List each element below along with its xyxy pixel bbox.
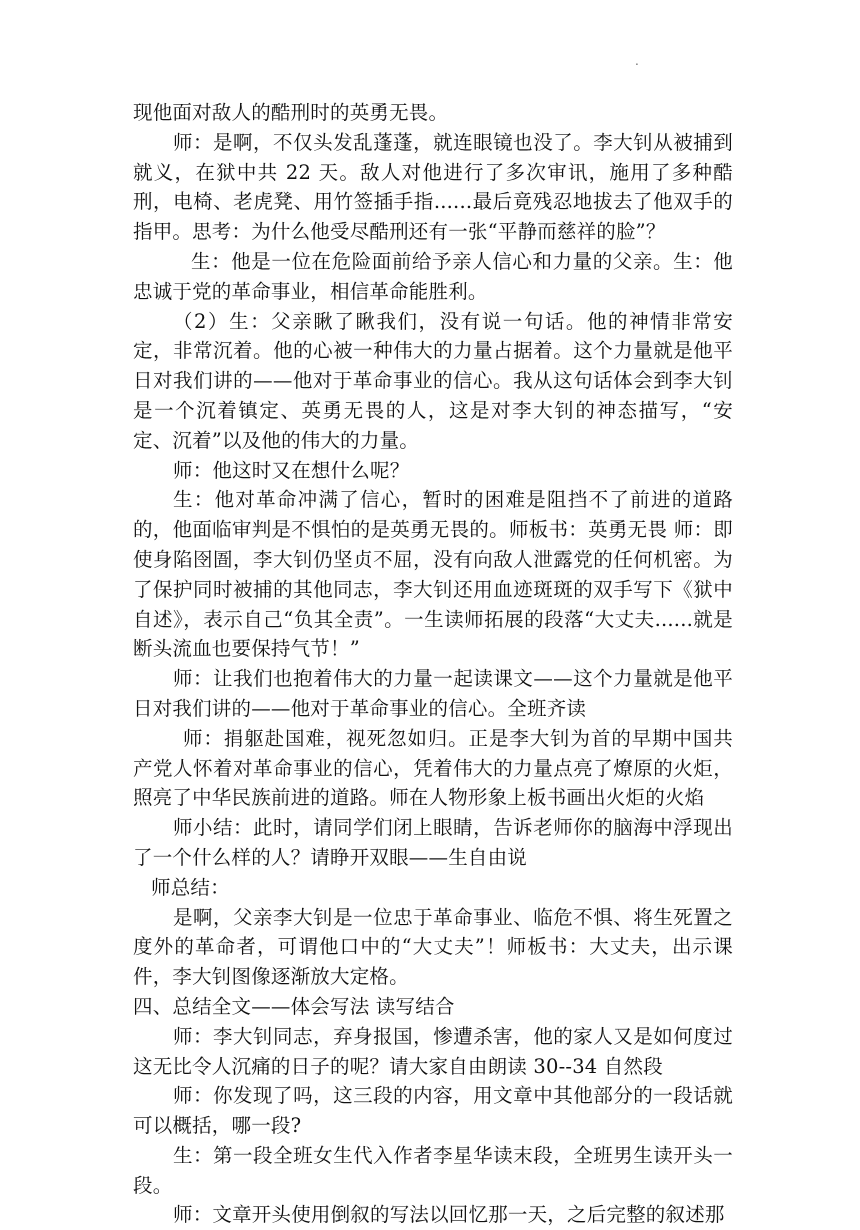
paragraph: 现他面对敌人的酷刑时的英勇无畏。 <box>133 101 449 124</box>
paragraph: 是啊，父亲李大钊是一位忠于革命事业、临危不惧、将生死置之度外的革命者，可谓他口中的“大丈夫”！师板书：大丈夫，出示课件，李大钊图像逐渐放大定格。 <box>133 905 733 989</box>
paragraph: 师：李大钊同志，弃身报国，惨遭杀害，他的家人又是如何度过这无比令人沉痛的日子的呢？请大家自由朗读 30--34 自然段 <box>133 1024 733 1078</box>
paragraph: 师：让我们也抱着伟大的力量一起读课文——这个力量就是他平日对我们讲的——他对于革命事业的信心。全班齐读 <box>133 667 733 720</box>
paragraph: 师小结：此时，请同学们闭上眼睛，告诉老师你的脑海中浮现出了一个什么样的人？请睁开双眼——生自由说 <box>133 816 733 869</box>
paragraph: 师：捐躯赴国难，视死忽如归。正是李大钊为首的早期中国共产党人怀着对革命事业的信心，凭着伟大的力量点亮了燎原的火炬，照亮了中华民族前进的道路。师在人物形象上板书画出火炬的火焰 <box>133 726 733 810</box>
paragraph: 生：他是一位在危险面前给予亲人信心和力量的父亲。生：他忠诚于党的革命事业，相信革命能胜利。 <box>133 249 733 303</box>
paragraph: 师：文章开头使用倒叙的写法以回忆那一天，之后完整的叙述那 <box>173 1203 725 1227</box>
paragraph: 师：他这时又在想什么呢？ <box>173 458 410 482</box>
paragraph: （2）生：父亲瞅了瞅我们，没有说一句话。他的神情非常安定，非常沉着。他的心被一种伟大的力量占据着。这个力量就是他平日对我们讲的——他对于革命事业的信心。我从这句话体会到李大钊是一个沉着镇定、英勇无畏的人，这是对李大钊的神态描写，“安定、沉着”以及他的伟大的力量。 <box>133 309 733 452</box>
paragraph: 师：是啊，不仅头发乱蓬蓬，就连眼镜也没了。李大钊从被捕到就义，在狱中共 22 天。敌人对他进行了多次审讯，施用了多种酷刑，电椅、老虎凳、用竹签插手指......最后竟残忍地拔去了他双手的指甲。思考：为什么他受尽酷刑还有一张“平静而慈祥的脸”？ <box>133 130 733 244</box>
paragraph: 师：你发现了吗，这三段的内容，用文章中其他部分的一段话就可以概括，哪一段? <box>133 1084 733 1138</box>
document-body <box>133 98 733 1230</box>
paragraph: 四、总结全文——体会写法 读写结合 <box>133 994 455 1018</box>
paragraph: 生：第一段全班女生代入作者李星华读末段，全班男生读开头一段。 <box>133 1143 733 1197</box>
paragraph: 生：他对革命冲满了信心，暂时的困难是阻挡不了前进的道路的，他面临审判是不惧怕的是英勇无畏的。师板书：英勇无畏 师：即使身陷囹圄，李大钊仍坚贞不屈，没有向敌人泄露党的任何机密。为了保护同时被捕的其他同志，李大钊还用血迹斑斑的双手写下《狱中自述》，表示自己“负其全责”。一生读师拓展的段落“大丈夫......就是断头流血也要保持气节！” <box>133 488 733 661</box>
header-mark: . <box>635 54 639 68</box>
paragraph: 师总结： <box>151 875 230 899</box>
